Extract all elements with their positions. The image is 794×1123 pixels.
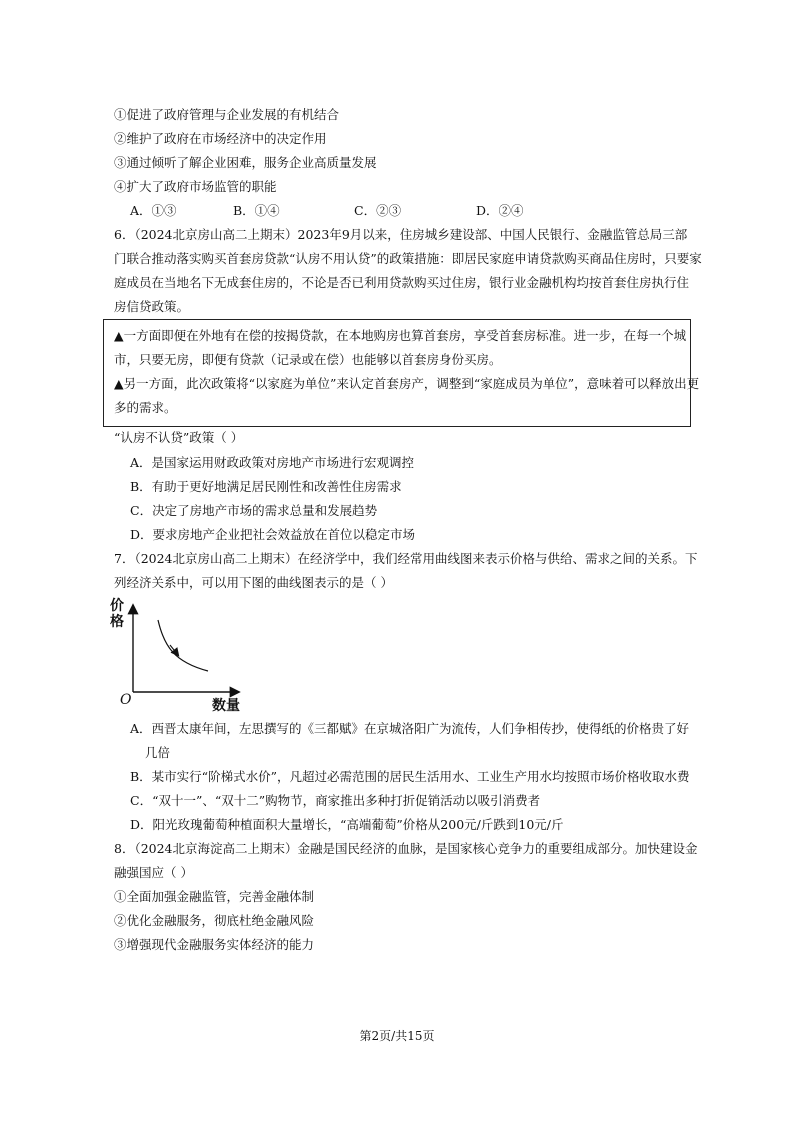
q6-stem: “认房不认贷”政策（ ）: [114, 430, 244, 445]
q6-box-line-2: 市，只要无房，即便有贷款（记录或在偿）也能够以首套房身份买房。: [114, 352, 502, 367]
q8-line-2: 融强国应（ ）: [114, 865, 193, 880]
q6-line-1: 6．（2024北京房山高二上期末）2023年9月以来，住房城乡建设部、中国人民银行、金融监管总局三部: [114, 227, 688, 242]
q6-option-b: B．有助于更好地满足居民刚性和改善性住房需求: [130, 479, 402, 494]
q5-item-3: ③通过倾听了解企业困难，服务企业高质量发展: [114, 155, 377, 170]
q7-line-2: 列经济关系中，可以用下图的曲线图表示的是（ ）: [114, 575, 393, 590]
q5-item-1: ①促进了政府管理与企业发展的有机结合: [114, 107, 340, 122]
q7-line-1: 7．（2024北京房山高二上期末）在经济学中，我们经常用曲线图来表示价格与供给、需求之间的关系。下: [114, 551, 698, 566]
q8-item-3: ③增强现代金融服务实体经济的能力: [114, 937, 315, 952]
q5-option-b: B．①④: [233, 203, 280, 218]
q6-box-line-1: ▲一方面即便在外地有在偿的按揭贷款，在本地购房也算首套房，享受首套房标准。进一步，在每一个城: [114, 328, 687, 343]
q6-option-a: A．是国家运用财政政策对房地产市场进行宏观调控: [130, 455, 415, 470]
q7-option-a-cont: 几倍: [145, 745, 171, 760]
q5-option-c: C．②③: [354, 203, 402, 218]
q8-item-1: ①全面加强金融监管，完善金融体制: [114, 889, 315, 904]
q7-option-d: D．阳光玫瑰葡萄种植面积大量增长，“高端葡萄”价格从200元/斤跌到10元/斤: [130, 817, 564, 832]
q6-line-4: 房信贷政策。: [114, 299, 190, 314]
q6-option-d: D．要求房地产企业把社会效益放在首位以稳定市场: [130, 527, 416, 542]
origin-label: O: [120, 692, 132, 708]
y-label-1: 价: [110, 598, 124, 614]
q6-box-line-4: 多的需求。: [114, 400, 177, 415]
page-footer: 第2页/共15页: [359, 1029, 435, 1043]
y-label-2: 格: [110, 614, 124, 630]
q5-item-4: ④扩大了政府市场监管的职能: [114, 179, 277, 194]
q6-option-c: C．决定了房地产市场的需求总量和发展趋势: [130, 503, 378, 518]
demand-curve: [158, 620, 208, 671]
q6-box-line-3: ▲另一方面，此次政策将“以家庭为单位”来认定首套房产，调整到“家庭成员为单位”，意味着可以释放出更: [114, 376, 700, 391]
q5-item-2: ②维护了政府在市场经济中的决定作用: [114, 131, 327, 146]
q7-option-b: B．某市实行“阶梯式水价”，凡超过必需范围的居民生活用水、工业生产用水均按照市场价格收取水费: [130, 769, 690, 784]
x-label: 数量: [212, 698, 240, 714]
q6-material-box: [103, 319, 700, 427]
q8-line-1: 8．（2024北京海淀高二上期末）金融是国民经济的血脉，是国家核心竞争力的重要组成部分。加快建设金: [114, 841, 698, 856]
q5-option-a: A．①③: [130, 203, 177, 218]
q7-option-c: C．“双十一”、“双十二”购物节，商家推出多种打折促销活动以吸引消费者: [130, 793, 541, 808]
q6-line-3: 庭成员在当地名下无成套住房的，不论是否已利用贷款购买过住房，银行业金融机构均按首套住房执行住: [114, 275, 690, 290]
q7-curve-graph: [108, 598, 248, 718]
q7-option-a: A．西晋太康年间，左思撰写的《三都赋》在京城洛阳广为流传，人们争相传抄，使得纸的价格贵了好: [130, 721, 690, 736]
q8-item-2: ②优化金融服务，彻底杜绝金融风险: [114, 913, 315, 928]
q5-option-d: D．②④: [476, 203, 524, 218]
q6-line-2: 门联合推动落实购买首套房贷款“认房不用认贷”的政策措施：即居民家庭申请贷款购买商品住房时，只要家: [114, 251, 702, 266]
